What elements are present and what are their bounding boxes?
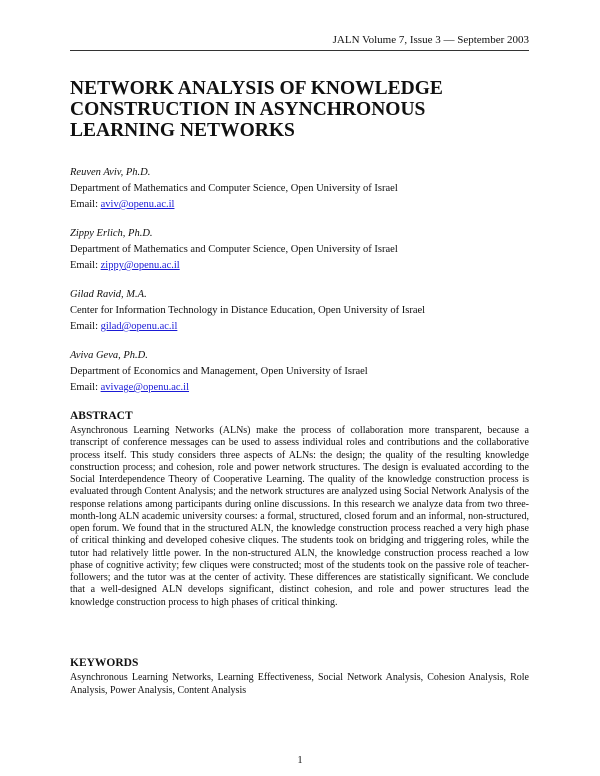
running-header: JALN Volume 7, Issue 3 — September 2003 bbox=[70, 34, 529, 51]
author-email-line bbox=[70, 197, 530, 213]
author-affiliation: Department of Mathematics and Computer Science, Open University of Israel bbox=[70, 183, 398, 194]
paper-title: NETWORK ANALYSIS OF KNOWLEDGE CONSTRUCTION IN ASYNCHRONOUS LEARNING NETWORKS bbox=[70, 78, 443, 141]
keywords-text: Asynchronous Learning Networks, Learning Effectiveness, Social Network Analysis, Cohesion Analysis, Role Analysis, Power Analysis, Content Analysis bbox=[70, 672, 529, 696]
author-email-line bbox=[70, 319, 530, 335]
author-name: Gilad Ravid, M.A. bbox=[70, 289, 147, 300]
abstract-text: Asynchronous Learning Networks (ALNs) make the process of collaboration more transparent, because a transcript of conference messages can be used to assess individual roles and contributions and the collaborative process itself. This study considers three aspects of ALNs: the design; the quality of the resulting knowledge construction process; and cohesion, role and power network structures. The design is evaluated according to the Social Interdependence Theory of Cooperative Learning. The quality of the knowledge construction process is evaluated through Content Analysis; and the network structures are analyzed using Social Network Analysis of the response relations among participants during online discussions. In this research we analyze data from two three-month-long ALN academic university courses: a formal, structured, closed forum and an informal, non-structured, open forum. We found that in the structured ALN, the knowledge construction process reached a very high phase of critical thinking and developed cohesive cliques. The students took on bridging and triggering roles, while the tutor had relatively little power. In the non-structured ALN, the knowledge construction process reached a low phase of cognitive activity; few cliques were constructed; most of the students took on the passive role of teacher-followers; and the tutor was at the center of activity. These differences are statistically significant. We conclude that a well-designed ALN develops significant, distinct cohesion, and role and power structures lead the knowledge construction process to high phases of critical thinking. bbox=[70, 425, 529, 608]
author-block bbox=[70, 287, 530, 335]
author-block bbox=[70, 226, 530, 274]
author-affiliation: Center for Information Technology in Distance Education, Open University of Israel bbox=[70, 305, 426, 316]
email-label: Email: bbox=[70, 382, 101, 393]
author-name: Reuven Aviv, Ph.D. bbox=[70, 167, 151, 178]
email-label: Email: bbox=[70, 321, 101, 332]
author-email-line bbox=[70, 380, 530, 396]
page-number: 1 bbox=[297, 755, 303, 766]
author-email-link[interactable]: zippy@openu.ac.il bbox=[100, 260, 180, 271]
author-email-link[interactable]: avivage@openu.ac.il bbox=[100, 382, 190, 393]
email-label: Email: bbox=[70, 260, 101, 271]
author-block bbox=[70, 348, 530, 396]
author-name: Aviva Geva, Ph.D. bbox=[70, 350, 148, 361]
keywords-heading: KEYWORDS bbox=[70, 657, 139, 669]
author-email-link[interactable]: aviv@openu.ac.il bbox=[100, 199, 175, 210]
author-email-link[interactable]: gilad@openu.ac.il bbox=[100, 321, 178, 332]
author-name: Zippy Erlich, Ph.D. bbox=[70, 228, 153, 239]
abstract-heading: ABSTRACT bbox=[70, 410, 133, 422]
author-affiliation: Department of Economics and Management, Open University of Israel bbox=[70, 366, 368, 377]
email-label: Email: bbox=[70, 199, 101, 210]
author-affiliation: Department of Mathematics and Computer Science, Open University of Israel bbox=[70, 244, 398, 255]
author-email-line bbox=[70, 258, 530, 274]
author-block bbox=[70, 165, 530, 213]
